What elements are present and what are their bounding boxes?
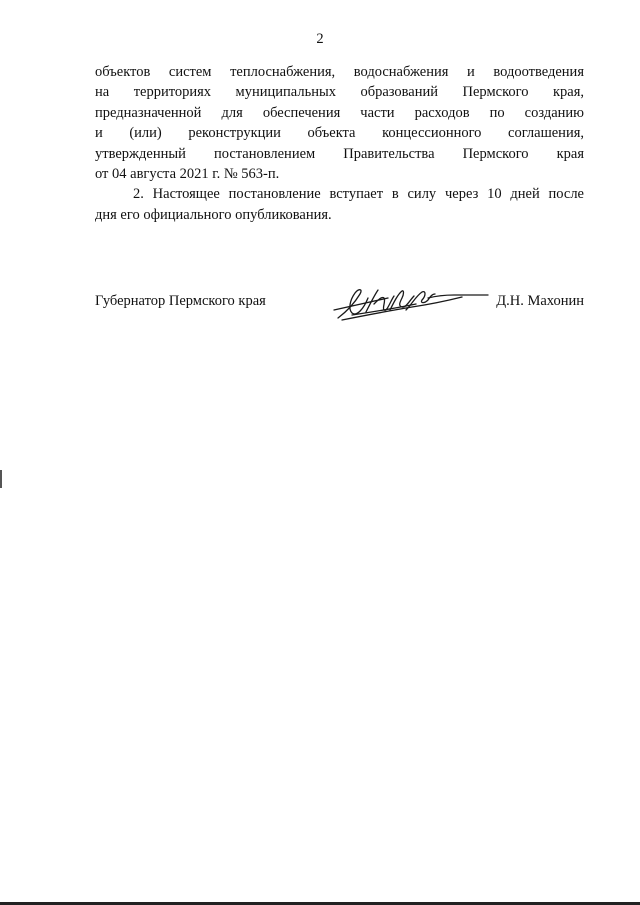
page-number: 2 (316, 31, 324, 47)
paragraph-1-line: на территориях муниципальных образований Пермского края, (95, 84, 584, 101)
signatory-name: Д.Н. Махонин (496, 293, 584, 309)
body-text (95, 62, 584, 225)
signatory-title: Губернатор Пермского края (95, 293, 266, 309)
paragraph-1-line: предназначенной для обеспечения части расходов по созданию (95, 104, 584, 121)
paragraph-1-line: и (или) реконструкции объекта концессионного соглашения, (95, 125, 584, 142)
paragraph-2-line: дня его официального опубликования. (95, 206, 332, 223)
paragraph-1-line: утвержденный постановлением Правительства Пермского края (95, 145, 584, 162)
scan-edge-mark (0, 470, 2, 488)
paragraph-2-line: 2. Настоящее постановление вступает в силу через 10 дней после (133, 186, 584, 203)
handwritten-signature (332, 282, 492, 322)
paragraph-1-line: от 04 августа 2021 г. № 563-п. (95, 166, 280, 183)
paragraph-1-line: объектов систем теплоснабжения, водоснабжения и водоотведения (95, 64, 584, 80)
